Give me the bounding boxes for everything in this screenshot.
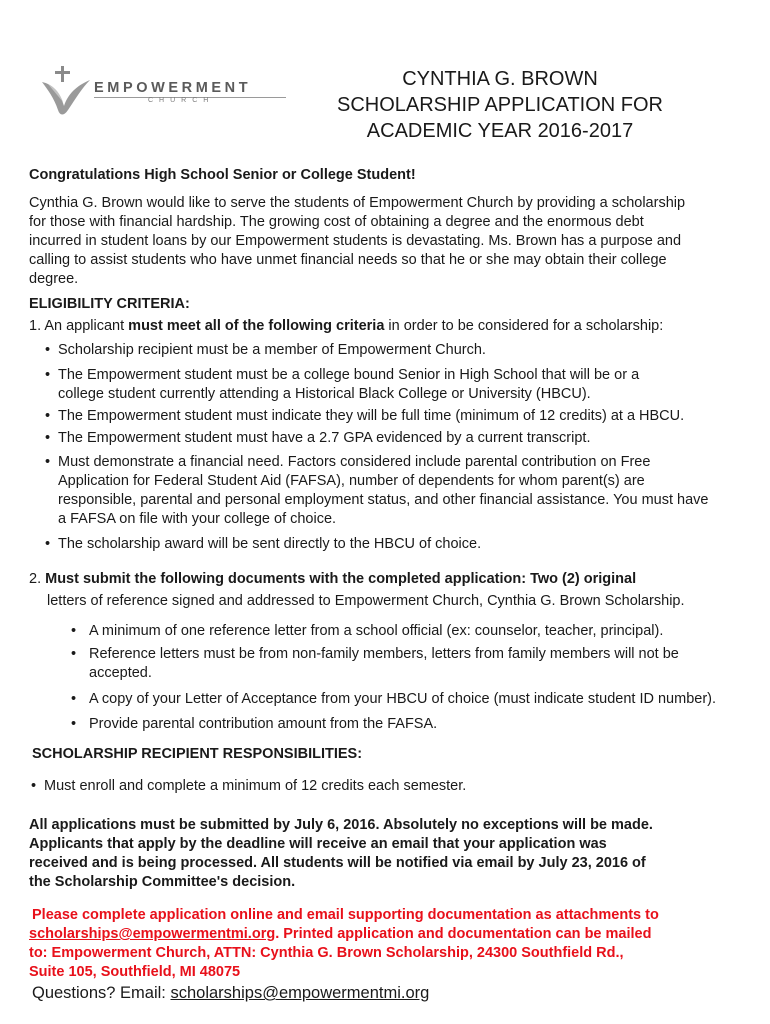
empowerment-church-logo — [38, 64, 258, 120]
questions-label: Questions? Email: — [32, 984, 171, 1002]
criteria-item-2-bold: Must submit the following documents with the completed application: Two (2) original — [45, 571, 637, 587]
intro-line: Cynthia G. Brown would like to serve the students of Empowerment Church by providing a scholarship — [29, 195, 686, 211]
page-title — [300, 66, 700, 144]
instructions-email-link[interactable]: scholarships@empowermentmi.org — [29, 926, 276, 942]
intro-line: degree. — [29, 271, 79, 287]
logo-subtitle: CHURCH — [148, 97, 215, 104]
bullet-icon: • — [45, 342, 51, 358]
bullet-icon: • — [71, 716, 77, 732]
bullet-icon: • — [45, 430, 51, 446]
list-item: • The Empowerment student must have a 2.7 GPA evidenced by a current transcript. — [45, 430, 591, 446]
list-item: • Scholarship recipient must be a member of Empowerment Church. — [45, 342, 486, 358]
list-item: • A minimum of one reference letter from a school official (ex: counselor, teacher, principal). — [71, 623, 664, 639]
list-item-continuation: a FAFSA on file with your college of choice. — [58, 511, 337, 527]
list-item: • The Empowerment student must be a college bound Senior in High School that will be or a — [45, 367, 640, 383]
bullet-icon: • — [71, 623, 77, 639]
intro-line: for those with financial hardship. The growing cost of obtaining a degree and the enormous debt — [29, 214, 644, 230]
list-item: • The scholarship award will be sent directly to the HBCU of choice. — [45, 536, 482, 552]
bullet-icon: • — [45, 536, 51, 552]
bullet-icon: • — [71, 691, 77, 707]
list-item: • Provide parental contribution amount from the FAFSA. — [71, 716, 438, 732]
title-line-2: SCHOLARSHIP APPLICATION FOR — [336, 94, 663, 116]
bullet-icon: • — [71, 646, 77, 662]
list-item: • A copy of your Letter of Acceptance from your HBCU of choice (must indicate student ID number). — [71, 691, 717, 707]
deadline-line: the Scholarship Committee's decision. — [29, 874, 296, 890]
instructions-line: Please complete application online and email supporting documentation as attachments to — [32, 907, 659, 923]
list-item: • Must demonstrate a financial need. Factors considered include parental contribution on Free — [45, 454, 651, 470]
bullet-icon: • — [31, 778, 37, 794]
questions-email-link[interactable]: scholarships@empowermentmi.org — [170, 984, 430, 1002]
list-item-continuation: college student currently attending a Historical Black College or University (HBCU). — [58, 386, 591, 402]
title-line-1: CYNTHIA G. BROWN — [402, 68, 598, 90]
list-item: • The Empowerment student must indicate they will be full time (minimum of 12 credits) at a HBCU. — [45, 408, 685, 424]
criteria-item-1-post: in order to be considered for a scholarship: — [384, 318, 664, 334]
list-item-continuation: accepted. — [89, 665, 152, 681]
instructions-line: to: Empowerment Church, ATTN: Cynthia G. Brown Scholarship, 24300 Southfield Rd., — [29, 945, 624, 961]
responsibilities-heading: SCHOLARSHIP RECIPIENT RESPONSIBILITIES: — [32, 746, 363, 762]
bullet-icon: • — [45, 408, 51, 424]
deadline-line: Applicants that apply by the deadline will receive an email that your application was — [29, 836, 607, 852]
logo-wordmark: EMPOWERMENT — [94, 80, 252, 96]
criteria-item-1-bold: must meet all of the following criteria — [128, 318, 385, 334]
criteria-item-2-num: 2. — [29, 571, 46, 587]
list-item: • Must enroll and complete a minimum of 12 credits each semester. — [31, 778, 467, 794]
instructions-line: Suite 105, Southfield, MI 48075 — [29, 964, 241, 980]
dove-cross-icon — [38, 64, 94, 120]
list-item-continuation: Application for Federal Student Aid (FAFSA), number of dependents for whom parent(s) are — [58, 473, 645, 489]
title-line-3: ACADEMIC YEAR 2016-2017 — [366, 120, 634, 142]
eligibility-heading: ELIGIBILITY CRITERIA: — [29, 296, 190, 312]
deadline-line: received and is being processed. All students will be notified via email by July 23, 2016 of — [29, 855, 646, 871]
intro-line: incurred in student loans by our Empowerment students is devastating. Ms. Brown has a purpose and — [29, 233, 682, 249]
criteria-item-1 — [29, 317, 663, 336]
list-item: • Reference letters must be from non-family members, letters from family members will not be — [71, 646, 679, 662]
criteria-item-1-pre: 1. An applicant — [29, 318, 129, 334]
bullet-icon: • — [45, 367, 51, 383]
criteria-item-2-continuation: letters of reference signed and addressed to Empowerment Church, Cynthia G. Brown Scholarship. — [47, 593, 685, 609]
list-item-continuation: responsible, parental and personal employment status, and other financial assistance. You must have — [58, 492, 709, 508]
bullet-icon: • — [45, 454, 51, 470]
congrats-heading: Congratulations High School Senior or College Student! — [29, 167, 416, 183]
questions-line — [32, 982, 429, 1004]
deadline-line: All applications must be submitted by July 6, 2016. Absolutely no exceptions will be made. — [29, 817, 653, 833]
criteria-item-2 — [29, 570, 636, 589]
instructions-line: scholarships@empowermentmi.org. Printed application and documentation can be mailed — [29, 926, 652, 942]
intro-line: calling to assist students who have unmet financial needs so that he or she may obtain their college — [29, 252, 667, 268]
